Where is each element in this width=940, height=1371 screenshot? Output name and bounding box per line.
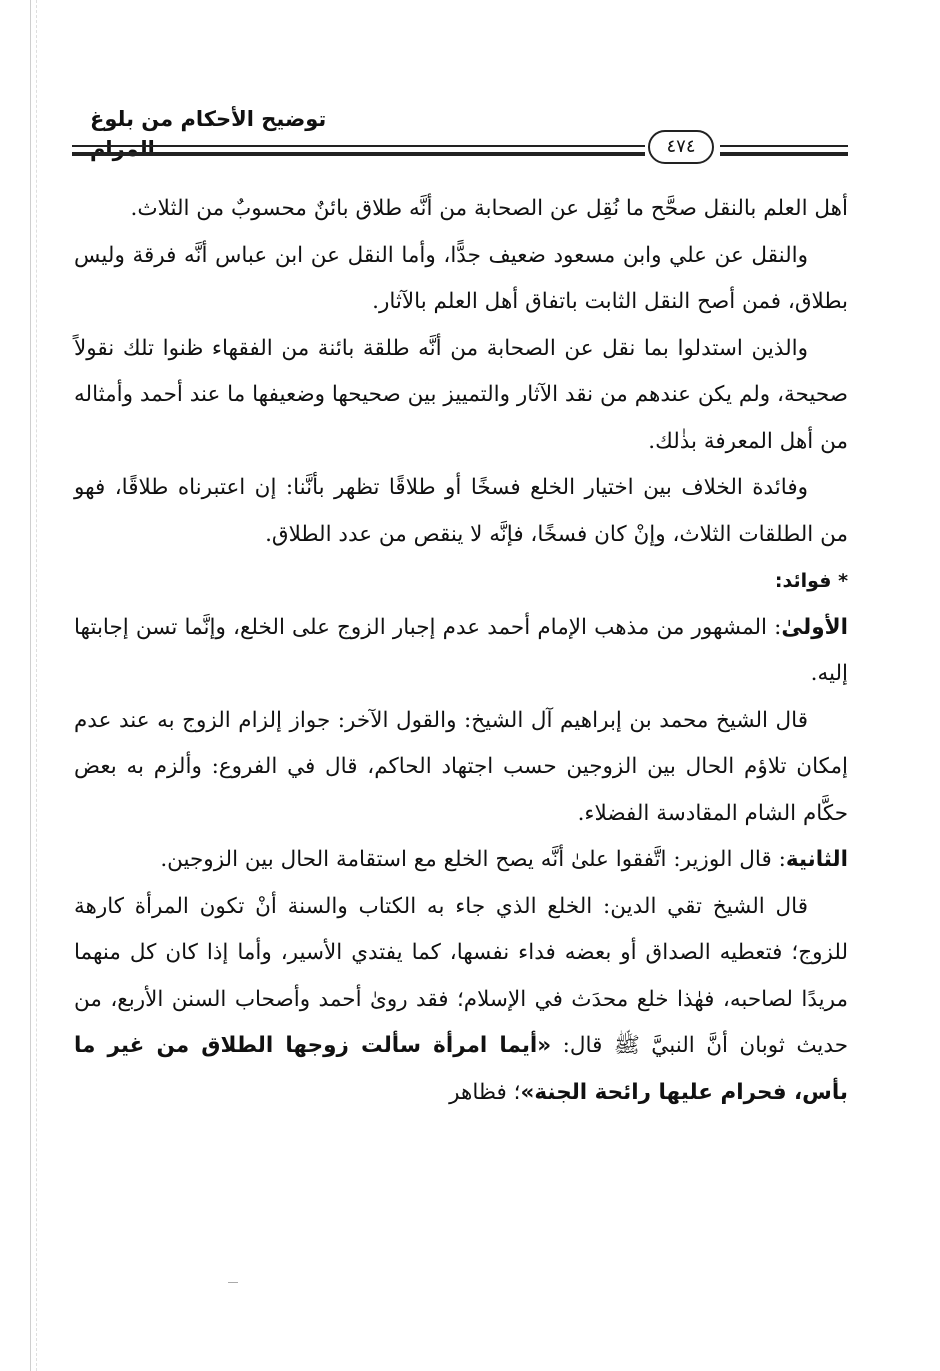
scan-edge-line — [30, 0, 31, 1371]
header-rule — [720, 145, 848, 147]
header-rule — [720, 152, 848, 156]
paragraph — [74, 605, 848, 698]
page-number: ٤٧٤ — [648, 130, 714, 164]
paragraph: والذين استدلوا بما نقل عن الصحابة من أنَّه طلقة بائنة من الفقهاء ظنوا تلك نقولاً صحيحة، ولم يكن عندهم من نقد الآثار والتمييز بين صحيحها وضعيفها ما عند أحمد وأمثاله من أهل المعرفة بذٰلك. — [74, 335, 848, 454]
scan-edge-line — [36, 0, 37, 1371]
page-body — [74, 186, 848, 1116]
paragraph-text: : المشهور من مذهب الإمام أحمد عدم إجبار الزوج على الخلع، وإنَّما تسن إجابتها إليه. — [74, 614, 848, 686]
hadith-quote: «أيما امرأة سألت زوجها الطلاق من غير ما بأس، فحرام عليها رائحة الجنة» — [74, 1033, 848, 1105]
paragraph: وفائدة الخلاف بين اختيار الخلع فسخًا أو طلاقًا تظهر بأنَّنا: إن اعتبرناه طلاقًا، فهو من الطلقات الثلاث، وإنْ كان فسخًا، فإنَّه لا ينقص من عدد الطلاق. — [74, 475, 848, 547]
benefit-label: الثانية — [785, 847, 848, 872]
header-rule — [72, 152, 645, 156]
paragraph — [74, 884, 848, 1117]
benefit-label: الأولىٰ — [781, 614, 848, 640]
paragraph: أهل العلم بالنقل صحَّح ما نُقِل عن الصحابة من أنَّه طلاق بائنٌ محسوبٌ من الثلاث. — [130, 196, 848, 221]
paragraph: قال الشيخ محمد بن إبراهيم آل الشيخ: والقول الآخر: جواز إلزام الزوج به عند عدم إمكان تلاؤم الحال بين الزوجين حسب اجتهاد الحاكم، قال في الفروع: وألزم به بعض حكَّام الشام المقادسة الفضلاء. — [74, 707, 848, 826]
paragraph: والنقل عن علي وابن مسعود ضعيف جدًّا، وأما النقل عن ابن عباس أنَّه فرقة وليس بطلاق، فمن أصح النقل الثابت باتفاق أهل العلم بالآثار. — [74, 242, 848, 314]
paragraph-text: ؛ فظاهر — [449, 1079, 521, 1105]
paragraph-text: : قال الوزير: اتَّفقوا علىٰ أنَّه يصح الخلع مع استقامة الحال بين الزوجين. — [160, 847, 786, 872]
running-header-title: توضيح الأحكام من بلوغ المرام — [90, 107, 327, 161]
scan-speck — [228, 1282, 238, 1283]
header-rule — [72, 145, 645, 147]
paragraph-text: قال الشيخ تقي الدين: الخلع الذي جاء به الكتاب والسنة أنْ تكون المرأة كارهة للزوج؛ فتعطيه الصداق أو بعضه فداء نفسها، كما يفتدي الأسير، وأما إذا كان كل منهما مريدًا لصاحبه، فهٰذا خلع محدَث في الإسلام؛ فقد روىٰ أحمد وأصحاب السنن الأربع، من حديث ثوبان أنَّ النبيَّ ﷺ قال: — [74, 893, 848, 1058]
section-heading: * فوائد: — [774, 570, 848, 592]
paragraph — [74, 837, 848, 884]
